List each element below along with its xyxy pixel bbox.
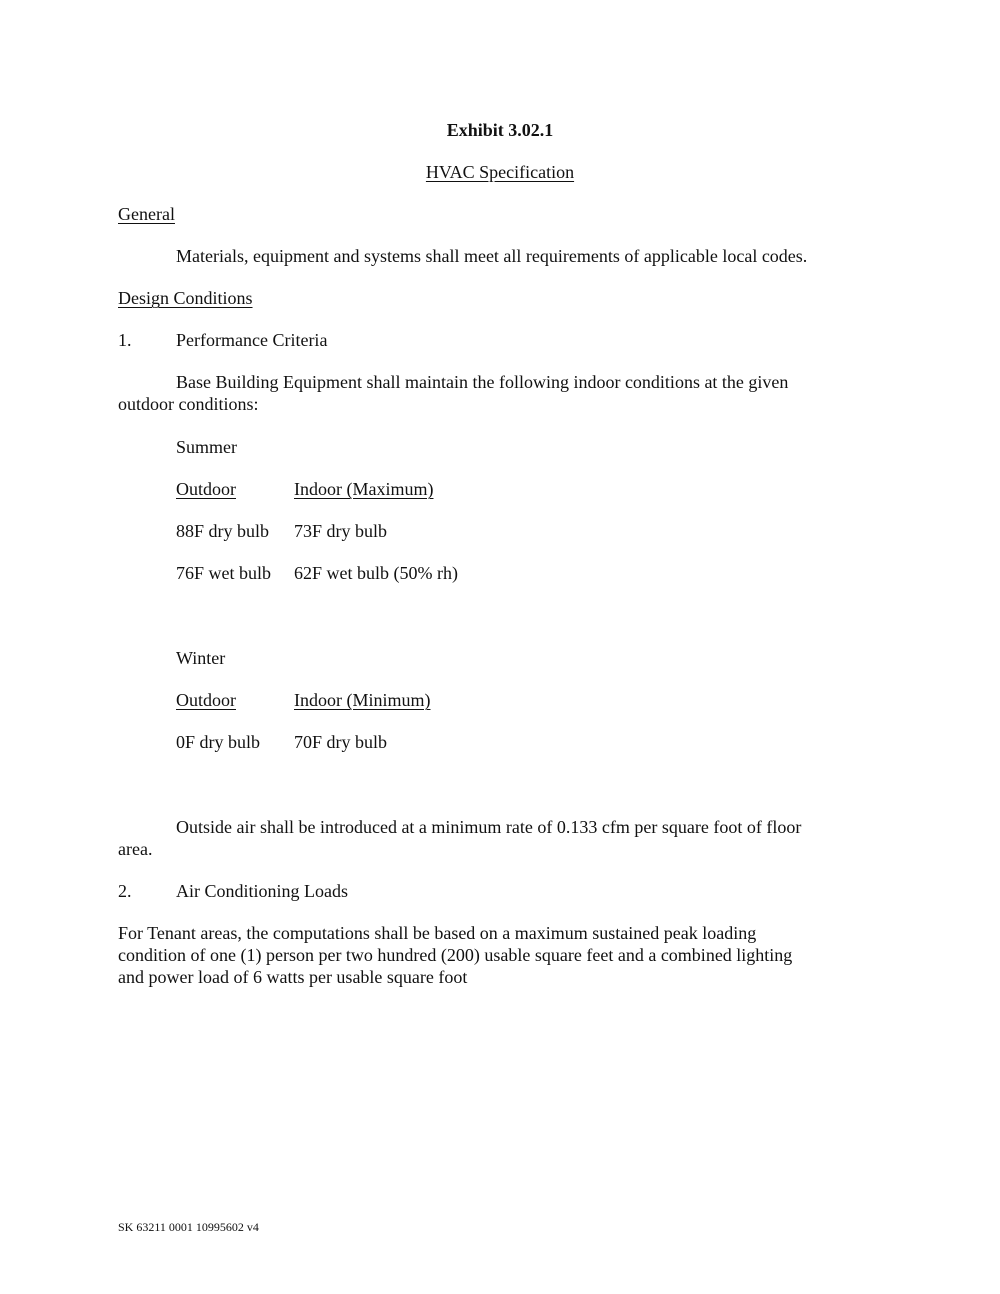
spec-title: [0, 161, 1000, 183]
winter-label: Winter: [176, 648, 226, 668]
performance-number: 1.: [118, 330, 132, 350]
design-conditions-heading: Design Conditions: [118, 288, 253, 308]
summer-row-1-outdoor: 88F dry bulb: [176, 521, 270, 541]
winter-row-1-outdoor: 0F dry bulb: [176, 732, 261, 752]
performance-title: Performance Criteria: [176, 330, 328, 350]
loads-number: 2.: [118, 881, 132, 901]
spec-title-text: HVAC Specification: [425, 162, 575, 182]
general-heading: General: [118, 204, 175, 224]
general-text: Materials, equipment and systems shall meet all requirements of applicable local codes.: [176, 246, 808, 266]
summer-row-2-indoor: 62F wet bulb (50% rh): [294, 563, 458, 583]
winter-row-1-indoor: 70F dry bulb: [294, 732, 388, 752]
performance-intro-line1: Base Building Equipment shall maintain the following indoor conditions at the given: [176, 372, 789, 392]
summer-col-outdoor: Outdoor: [176, 479, 236, 499]
loads-line2: condition of one (1) person per two hundred (200) usable square feet and a combined lighting: [118, 945, 793, 965]
outside-air-line2: area.: [118, 839, 153, 859]
winter-col-outdoor: Outdoor: [176, 690, 236, 710]
performance-intro-line2: outdoor conditions:: [118, 394, 259, 414]
exhibit-title: Exhibit 3.02.1: [446, 120, 554, 140]
summer-label: Summer: [176, 437, 237, 457]
document-footer: SK 63211 0001 10995602 v4: [118, 1220, 259, 1234]
loads-title: Air Conditioning Loads: [176, 881, 348, 901]
outside-air-line1: Outside air shall be introduced at a minimum rate of 0.133 cfm per square foot of floor: [176, 817, 802, 837]
summer-col-indoor: Indoor (Maximum): [294, 479, 434, 499]
loads-line1: For Tenant areas, the computations shall be based on a maximum sustained peak loading: [118, 923, 757, 943]
loads-line3: and power load of 6 watts per usable square foot: [118, 967, 468, 987]
winter-col-indoor: Indoor (Minimum): [294, 690, 431, 710]
summer-row-1-indoor: 73F dry bulb: [294, 521, 388, 541]
summer-row-2-outdoor: 76F wet bulb: [176, 563, 272, 583]
